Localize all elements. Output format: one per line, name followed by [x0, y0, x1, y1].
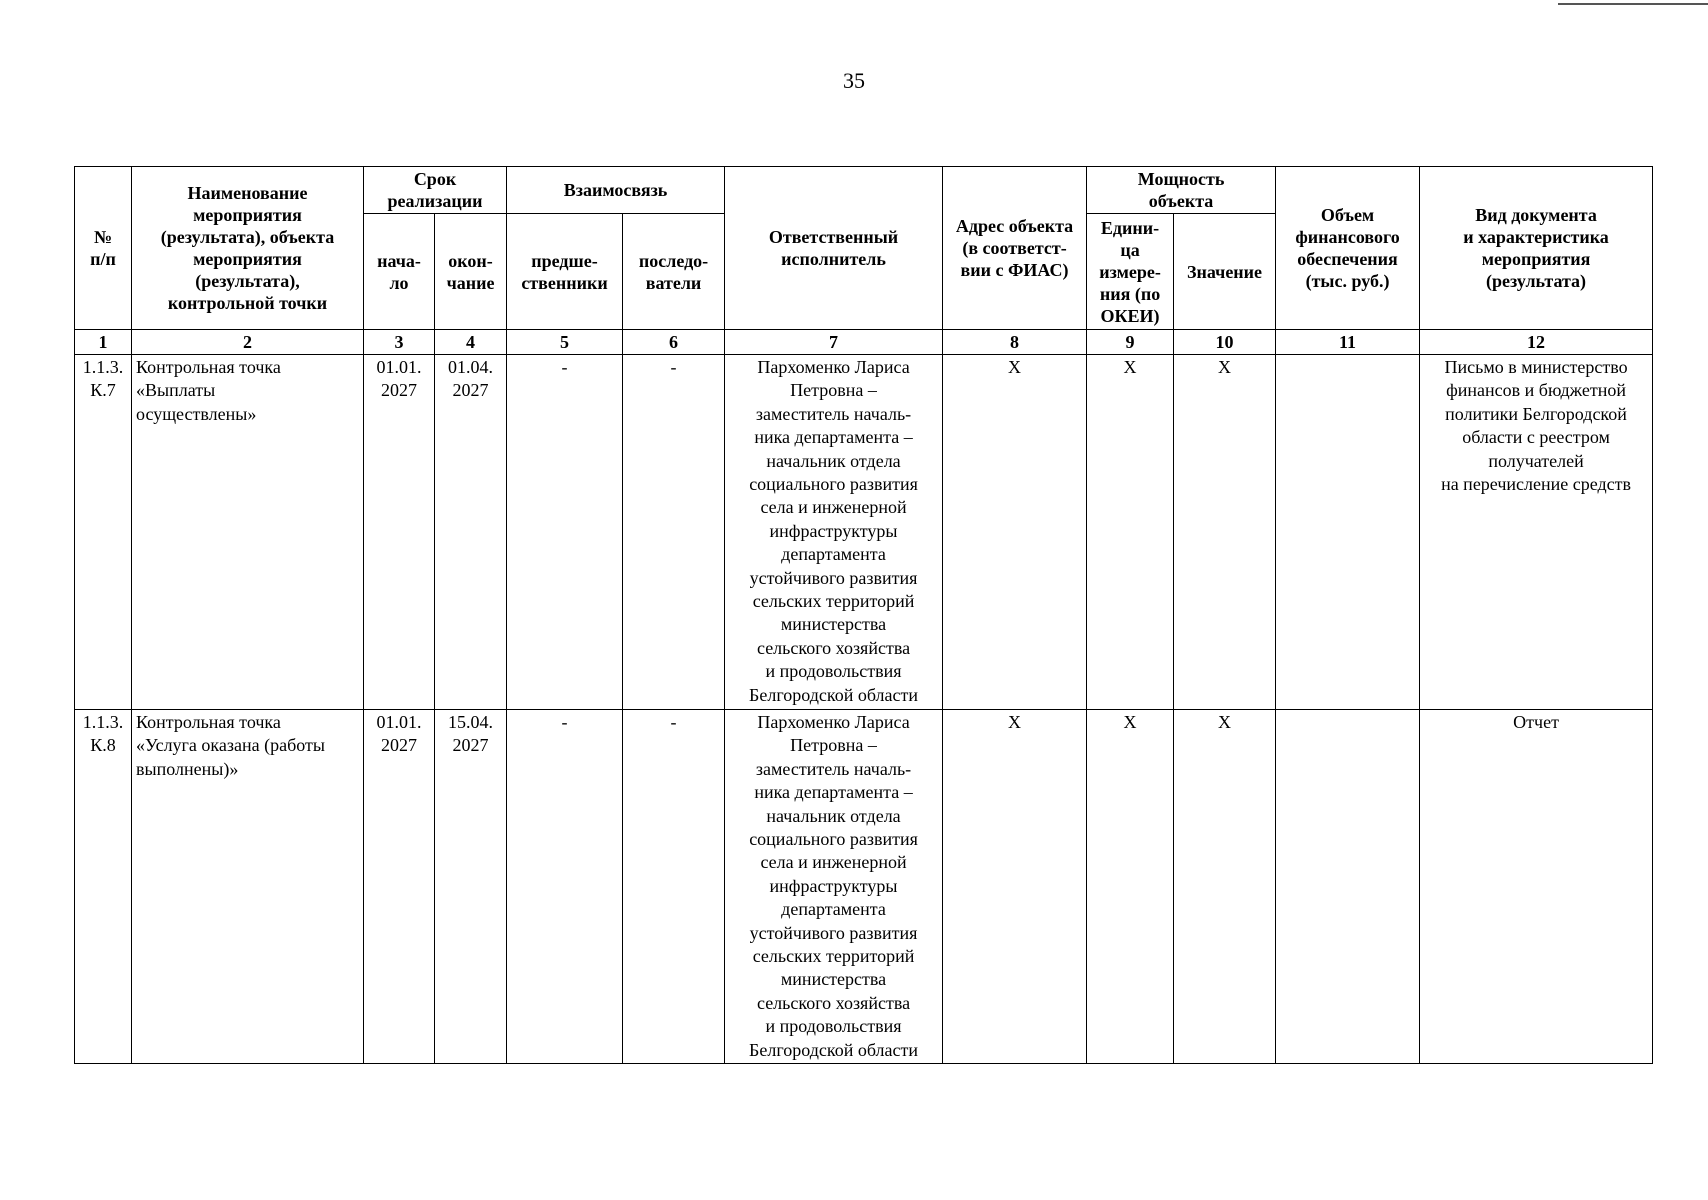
cell-value: X: [1174, 355, 1276, 710]
column-number: 9: [1087, 330, 1174, 355]
cell-successors: -: [623, 355, 725, 710]
cell-unit: X: [1087, 710, 1174, 1064]
header-capacity: Мощность объекта: [1087, 167, 1276, 214]
cell-predecessors: -: [507, 710, 623, 1064]
header-relation: Взаимосвязь: [507, 167, 725, 214]
header-doc: Вид документа и характеристика мероприятия (результата): [1420, 167, 1653, 330]
cell-successors: -: [623, 710, 725, 1064]
column-number: 11: [1276, 330, 1420, 355]
header-unit: Едини- ца измере- ния (по ОКЕИ): [1087, 214, 1174, 330]
header-period: Срок реализации: [364, 167, 507, 214]
cell-num: 1.1.3. К.7: [75, 355, 132, 710]
scan-edge-line: [1558, 3, 1708, 5]
cell-end: 15.04. 2027: [435, 710, 507, 1064]
column-number: 2: [132, 330, 364, 355]
header-responsible: Ответственный исполнитель: [725, 167, 943, 330]
table-row: [75, 355, 1653, 710]
header-row-1: [75, 167, 1653, 214]
cell-unit: X: [1087, 355, 1174, 710]
cell-doc: Письмо в министерство финансов и бюджетной политики Белгородской области с реестром получателей на перечисление средств: [1420, 355, 1653, 710]
column-number: 12: [1420, 330, 1653, 355]
cell-start: 01.01. 2027: [364, 355, 435, 710]
column-number: 3: [364, 330, 435, 355]
column-number: 7: [725, 330, 943, 355]
column-number: 8: [943, 330, 1087, 355]
header-start: нача- ло: [364, 214, 435, 330]
cell-name: Контрольная точка «Выплаты осуществлены»: [132, 355, 364, 710]
column-number: 1: [75, 330, 132, 355]
header-value: Значение: [1174, 214, 1276, 330]
header-end: окон- чание: [435, 214, 507, 330]
column-number: 10: [1174, 330, 1276, 355]
column-number: 4: [435, 330, 507, 355]
table-row: [75, 710, 1653, 1064]
header-address: Адрес объекта (в соответст- вии с ФИАС): [943, 167, 1087, 330]
cell-num: 1.1.3. К.8: [75, 710, 132, 1064]
page-number: 35: [843, 68, 865, 93]
cell-end: 01.04. 2027: [435, 355, 507, 710]
header-predecessors: предше- ственники: [507, 214, 623, 330]
cell-name: Контрольная точка «Услуга оказана (работы выполнены)»: [132, 710, 364, 1064]
column-number-row: [75, 330, 1653, 355]
cell-start: 01.01. 2027: [364, 710, 435, 1064]
cell-doc: Отчет: [1420, 710, 1653, 1064]
header-funding: Объем финансового обеспечения (тыс. руб.): [1276, 167, 1420, 330]
header-name: Наименование мероприятия (результата), объекта мероприятия (результата), контрольной точки: [132, 167, 364, 330]
plan-table: [74, 166, 1653, 1064]
header-num: № п/п: [75, 167, 132, 330]
cell-address: X: [943, 710, 1087, 1064]
cell-responsible: Пархоменко Лариса Петровна – заместитель началь- ника департамента – начальник отдела социального развития села и инженерной инфраструктуры департамента устойчивого развития сельских территорий министерства сельского хозяйства и продовольствия Белгородской области: [725, 355, 943, 710]
cell-funding: [1276, 355, 1420, 710]
column-number: 5: [507, 330, 623, 355]
cell-predecessors: -: [507, 355, 623, 710]
cell-responsible: Пархоменко Лариса Петровна – заместитель началь- ника департамента – начальник отдела социального развития села и инженерной инфраструктуры департамента устойчивого развития сельских территорий министерства сельского хозяйства и продовольствия Белгородской области: [725, 710, 943, 1064]
cell-address: X: [943, 355, 1087, 710]
cell-funding: [1276, 710, 1420, 1064]
column-number: 6: [623, 330, 725, 355]
cell-value: X: [1174, 710, 1276, 1064]
header-successors: последо- ватели: [623, 214, 725, 330]
